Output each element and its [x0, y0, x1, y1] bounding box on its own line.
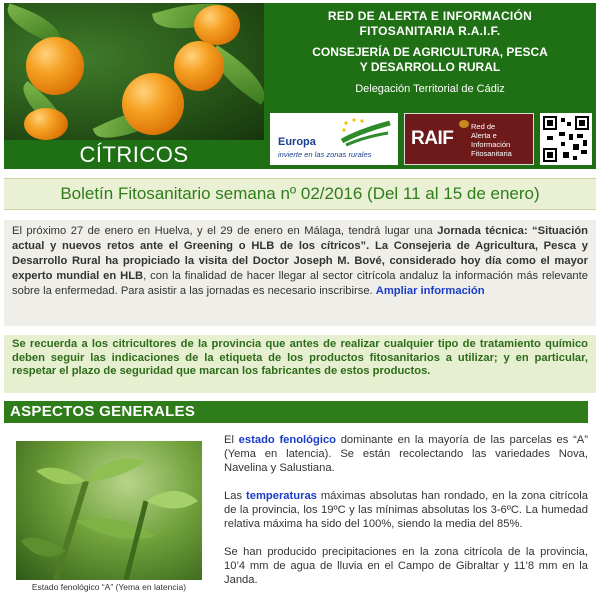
general-aspects-body: [224, 433, 588, 600]
phenological-stage-highlight: estado fenológico: [238, 434, 336, 446]
p1-text: El: [224, 434, 239, 446]
raif-logo: [404, 113, 534, 165]
phenology-paragraph: [224, 433, 588, 475]
bulletin-title: Boletín Fitosanitario semana nº 02/2016 (Del 11 al 15 de enero): [60, 184, 540, 203]
raif-logo-sub: Fitosanitaria: [471, 149, 512, 158]
andalucia-swoosh-icon: [340, 117, 392, 147]
p2-text: máximas absolutas han rondado, en la zona citrícola de la provincia, los 19ºC y las mínimas absolutas los 3-6ºC. La humedad relativa máxima ha sido del 100%, siendo la media del 85%.: [224, 490, 588, 530]
org-name-line2: FITOSANITARIA R.A.I.F.: [359, 24, 501, 38]
photo-caption: Estado fenológico “A” (Yema en latencia): [31, 582, 187, 592]
consejeria-line2: Y DESARROLLO RURAL: [359, 60, 501, 74]
europa-logo: [270, 113, 398, 165]
delegacion-text: Delegación Territorial de Cádiz: [355, 83, 505, 95]
reminder-note: [4, 335, 596, 393]
consejeria-line1: CONSEJERÍA DE AGRICULTURA, PESCA: [312, 45, 548, 59]
temperatures-highlight: temperaturas: [246, 490, 317, 502]
section-title-bar: [4, 140, 264, 169]
insect-icon: [459, 120, 469, 128]
more-info-link[interactable]: Ampliar información: [375, 285, 485, 297]
organization-panel: [264, 3, 596, 169]
europa-logo-subtitle: invierte en las zonas rurales: [278, 150, 372, 159]
org-name-line1: RED DE ALERTA E INFORMACIÓN: [327, 9, 533, 23]
header: [4, 3, 596, 169]
qr-code[interactable]: [540, 113, 592, 165]
general-aspects-title: ASPECTOS GENERALES: [10, 403, 196, 420]
intro-paragraph: [12, 224, 588, 299]
intro-section: [4, 220, 596, 326]
raif-logo-sub: Red de: [471, 122, 496, 131]
bulletin-title-bar: [4, 178, 596, 210]
reminder-text: Se recuerda a los citricultores de la provincia que antes de realizar cualquier tipo de tratamiento químico deben seguir las indicaciones de la etiqueta de los productos fitosanitarios a utilizar; y en particular, respetar el plazo de seguridad que marcan los fabricantes de estos productos.: [12, 338, 588, 377]
temperature-paragraph: [224, 489, 588, 531]
orange-fruit: [122, 73, 184, 135]
section-title: CÍTRICOS: [79, 142, 189, 167]
raif-logo-sub: Alerta e: [471, 131, 497, 140]
europa-logo-title: Europa: [278, 136, 316, 148]
intro-bold-text: Jornada técnica: “Situación actual y nuevos retos ante el Greening o HLB de los cítricos”. La Consejeria de Agricultura, Pesca y Desarrollo Rural ha propiciado la visita del Doctor Joseph M. Bové, considerado hoy día como el mayor experto mundial en HLB: [12, 225, 588, 282]
citrus-bud-illustration: [16, 441, 202, 580]
p2-text: Las: [224, 490, 246, 502]
p1-text: dominante en la mayoría de las parcelas es “A” (Yema en latencia). Se están recolectando las variedades Nova, Navelina y Salustiana.: [224, 434, 588, 474]
oranges-photo: [4, 3, 264, 140]
orange-fruit: [26, 37, 84, 95]
precipitation-paragraph: Se han producido precipitaciones en la zona citrícola de la provincia, 10’4 mm de agua de lluvia en el Campo de Gibraltar y 11’8 mm en la Janda.: [224, 546, 588, 586]
orange-fruit: [194, 5, 240, 45]
general-aspects-header: [4, 401, 588, 423]
qr-code-icon: [543, 116, 589, 162]
intro-text: , con la finalidad de hacer llegar al sector citrícola andaluz la información más relevante sobre la enfermedad. Para asistir a las jornadas es necesario inscribirse.: [12, 270, 588, 297]
orange-fruit: [24, 108, 68, 140]
orange-fruit: [174, 41, 224, 91]
raif-logo-sub: Información: [471, 140, 511, 149]
raif-logo-title: RAIF: [411, 128, 454, 149]
intro-text: El próximo 27 de enero en Huelva, y el 29 de enero en Málaga, tendrá lugar una: [12, 225, 438, 237]
phenological-stage-photo: [16, 441, 202, 580]
